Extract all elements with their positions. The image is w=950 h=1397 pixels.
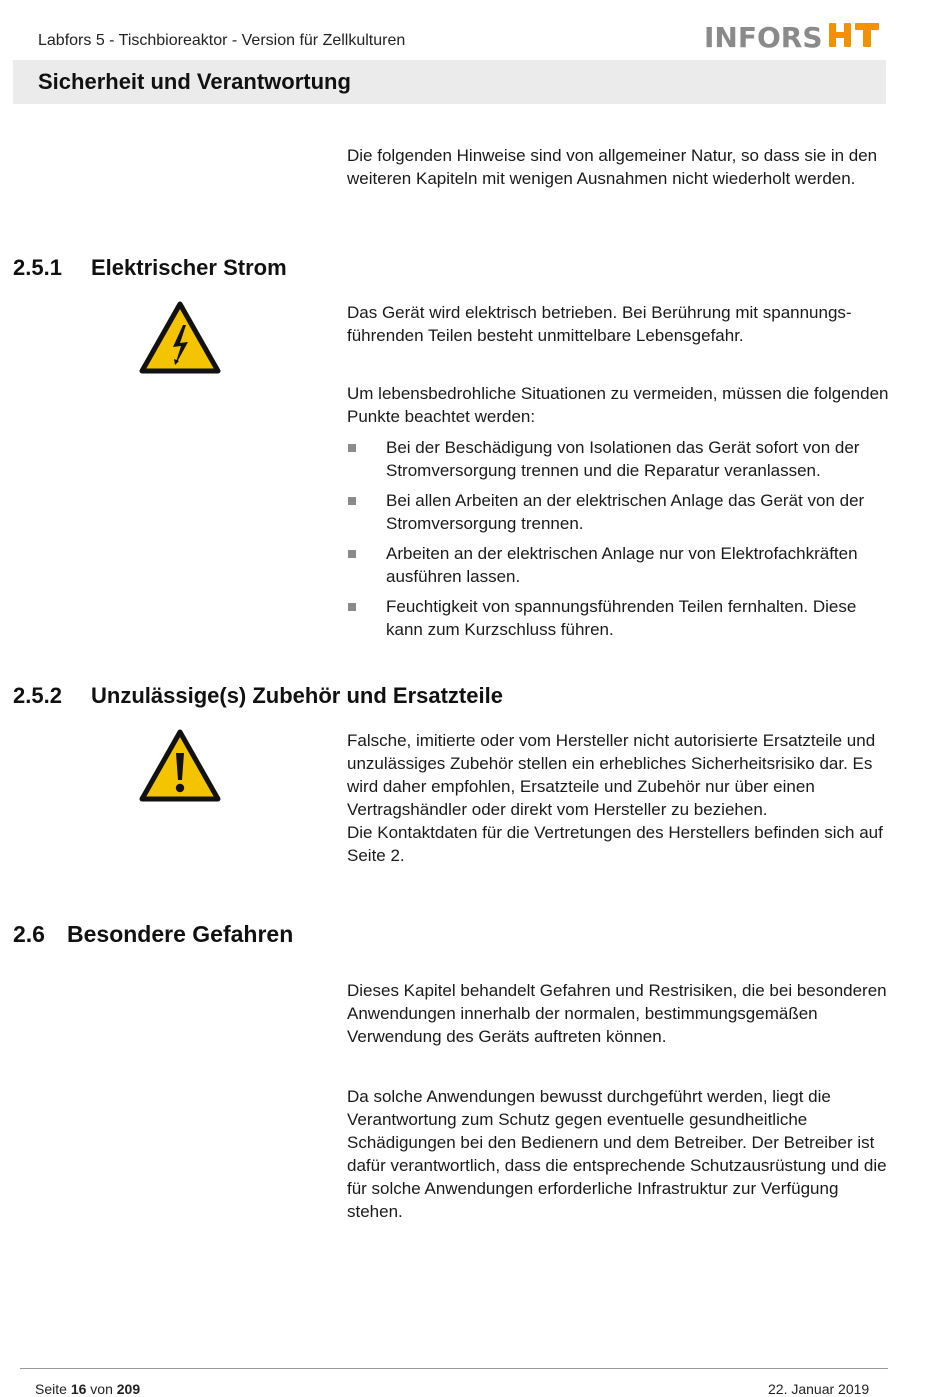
section-title: Unzulässige(s) Zubehör und Ersatzteile [91,683,503,708]
logo-ht-mark [829,22,879,53]
infors-ht-logo [704,20,879,54]
special-hazards-paragraph-1: Dieses Kapitel behandelt Gefahren und Restrisiken, die bei besonderen Anwendungen innerhalb der normalen, bestimmungsgemäßen Verwendung des Geräts auftreten können. [347,981,887,1046]
electrical-hazard-icon [139,301,221,380]
list-item: Arbeiten an der elektrischen Anlage nur von Elektrofachkräften ausführen lassen. [347,542,892,588]
electrical-lead-text: Um lebensbedrohliche Situationen zu vermeiden, müssen die folgenden Punkte beachtet werden: [347,384,889,426]
special-hazards-paragraph-2: Da solche Anwendungen bewusst durchgeführt werden, liegt die Verantwortung zum Schutz gegen eventuelle gesundheitliche Schädigungen bei den Bedienern und dem Betreiber. Der Betreiber ist dafür verantwortlich, dass die entsprechende Schutzausrüstung und die für solche Anwendungen erforderliche Infrastruktur zur Verfügung stehen. [347,1087,887,1221]
spare-parts-warning-text: Falsche, imitierte oder vom Hersteller nicht autorisierte Ersatzteile und unzulässiges Zubehör stellen ein erhebliches Sicherheitsrisiko dar. Es wird daher empfohlen, Ersatzteile und Zubehör nur über einen Vertragshändler oder direkt vom Hersteller zu beziehen. [347,731,876,819]
list-item: Bei allen Arbeiten an der elektrischen Anlage das Gerät von der Stromversorgung trennen. [347,489,892,535]
section-number: 2.6 [13,921,45,947]
section-number: 2.5.1 [13,255,62,280]
footer-divider [20,1368,888,1369]
section-number: 2.5.2 [13,683,62,708]
footer-date: 22. Januar 2019 [768,1381,870,1397]
section-heading-2-6 [13,921,293,948]
list-item: Feuchtigkeit von spannungsführenden Teilen fernhalten. Diese kann zum Kurzschluss führen. [347,595,892,641]
section-title: Elektrischer Strom [91,255,287,280]
bullet-square-icon [348,444,356,452]
logo-wordmark: INFORS [704,20,823,54]
page-number: Seite 16 von 209 [35,1381,141,1397]
bullet-square-icon [348,603,356,611]
document-title: Labfors 5 - Tischbioreaktor - Version für Zellkulturen [38,32,406,49]
section-title: Besondere Gefahren [67,921,294,947]
chapter-title: Sicherheit und Verantwortung [38,69,351,94]
general-warning-icon [139,729,221,808]
section-heading-2-5-1 [13,255,287,281]
list-item: Bei der Beschädigung von Isolationen das Gerät sofort von der Stromversorgung trennen und die Reparatur veranlassen. [347,436,892,482]
electrical-warning-text: Das Gerät wird elektrisch betrieben. Bei Berührung mit spannungsführenden Teilen besteht unmittelbare Lebensgefahr. [347,303,852,345]
intro-paragraph: Die folgenden Hinweise sind von allgemeiner Natur, so dass sie in den weiteren Kapiteln mit wenigen Ausnahmen nicht wiederholt werden. [347,146,878,188]
bullet-square-icon [348,550,356,558]
bullet-square-icon [348,497,356,505]
electrical-safety-list [347,436,892,648]
contact-info-text: Die Kontaktdaten für die Vertretungen des Herstellers befinden sich auf Seite 2. [347,823,883,865]
section-heading-2-5-2 [13,683,503,709]
chapter-header-bar [13,60,886,104]
